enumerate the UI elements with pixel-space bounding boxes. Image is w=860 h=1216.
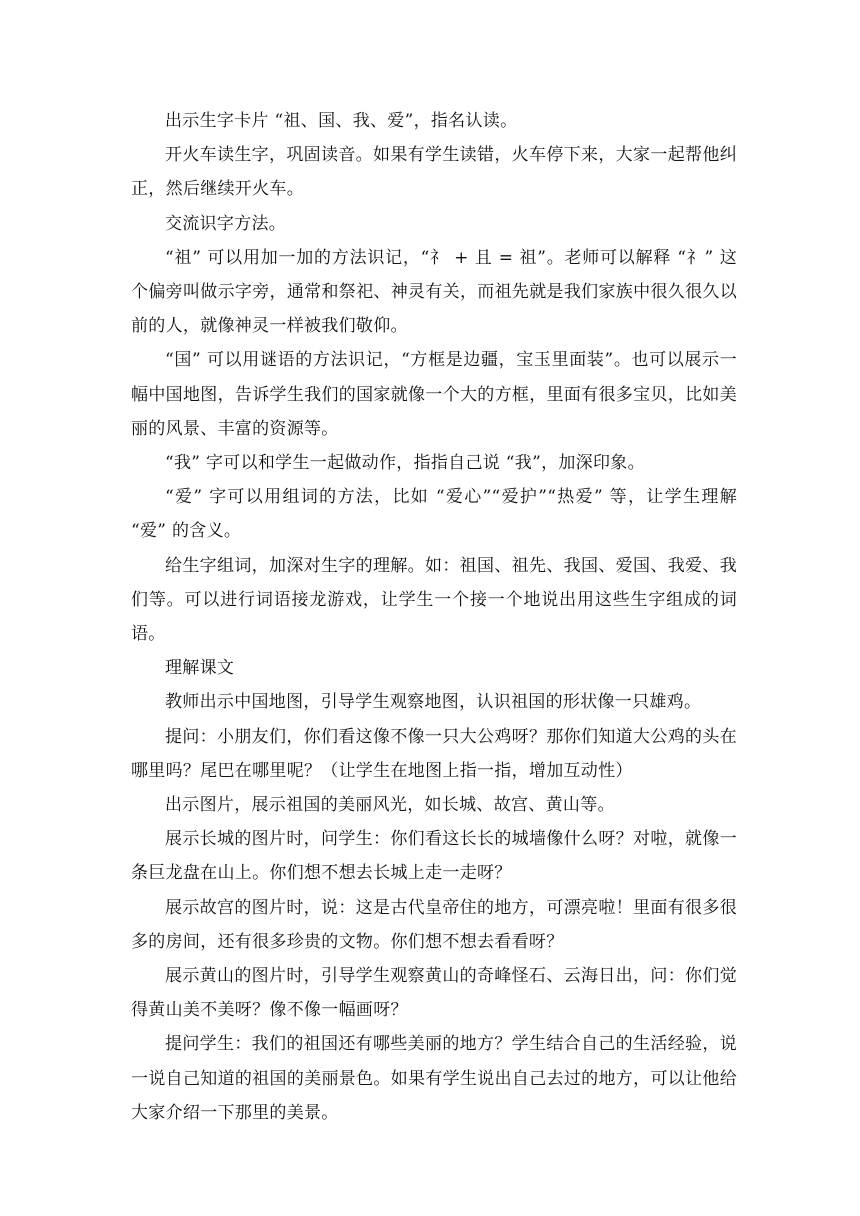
document-body: [131, 104, 737, 1130]
paragraph-flashcards: 出示生字卡片 “祖、国、我、爱”，指名认读。: [165, 111, 518, 131]
paragraph-word-building: 给生字组词，加深对生字的理解。如：祖国、祖先、我国、爱国、我爱、我们等。可以进行词语接龙游戏，让学生一个接一个地说出用这些生字组成的词语。: [131, 555, 737, 645]
paragraph-methods-heading: 交流识字方法。: [165, 213, 287, 234]
paragraph-forbidden-city: 展示故宫的图片时，说：这是古代皇帝住的地方，可漂亮啦！里面有很多很多的房间，还有很多珍贵的文物。你们想不想去看看呀？: [131, 897, 737, 952]
paragraph-question-rooster: 提问：小朋友们，你们看这像不像一只大公鸡呀？那你们知道大公鸡的头在哪里吗？尾巴在哪里呢？（让学生在地图上指一指，增加互动性）: [131, 726, 737, 781]
paragraph-huangshan: 展示黄山的图片时，引导学生观察黄山的奇峰怪石、云海日出，问：你们觉得黄山美不美呀？像不像一幅画呀？: [131, 966, 737, 1021]
paragraph-zu: “祖” 可以用加一加的方法识记，“礻 + 且 = 祖”。老师可以解释 “礻” 这个偏旁叫做示字旁，通常和祭祀、神灵有关，而祖先就是我们家族中很久很久以前的人，就像神灵一样被我们敬仰。: [131, 247, 737, 337]
paragraph-ask-students: 提问学生：我们的祖国还有哪些美丽的地方？学生结合自己的生活经验，说一说自己知道的祖国的美丽景色。如果有学生说出自己去过的地方，可以让他给大家介绍一下那里的美景。: [131, 1034, 737, 1123]
paragraph-show-pictures: 出示图片，展示祖国的美丽风光，如长城、故宫、黄山等。: [165, 795, 615, 816]
paragraph-ai: “爱” 字可以用组词的方法，比如 “爱心”“爱护”“热爱” 等，让学生理解 “爱” 的含义。: [131, 487, 737, 542]
paragraph-train-reading: 开火车读生字，巩固读音。如果有学生读错，火车停下来，大家一起帮他纠正，然后继续开火车。: [131, 145, 737, 200]
paragraph-understand-text: 理解课文: [165, 658, 235, 679]
paragraph-guo: “国” 可以用谜语的方法识记，“方框是边疆，宝玉里面装”。也可以展示一幅中国地图，告诉学生我们的国家就像一个大的方框，里面有很多宝贝，比如美丽的风景、丰富的资源等。: [131, 350, 737, 439]
paragraph-show-map: 教师出示中国地图，引导学生观察地图，认识祖国的形状像一只雄鸡。: [165, 692, 702, 713]
paragraph-great-wall: 展示长城的图片时，问学生：你们看这长长的城墙像什么呀？对啦，就像一条巨龙盘在山上。你们想不想去长城上走一走呀？: [131, 829, 737, 884]
paragraph-wo: “我” 字可以和学生一起做动作，指指自己说 “我”，加深印象。: [165, 453, 645, 474]
